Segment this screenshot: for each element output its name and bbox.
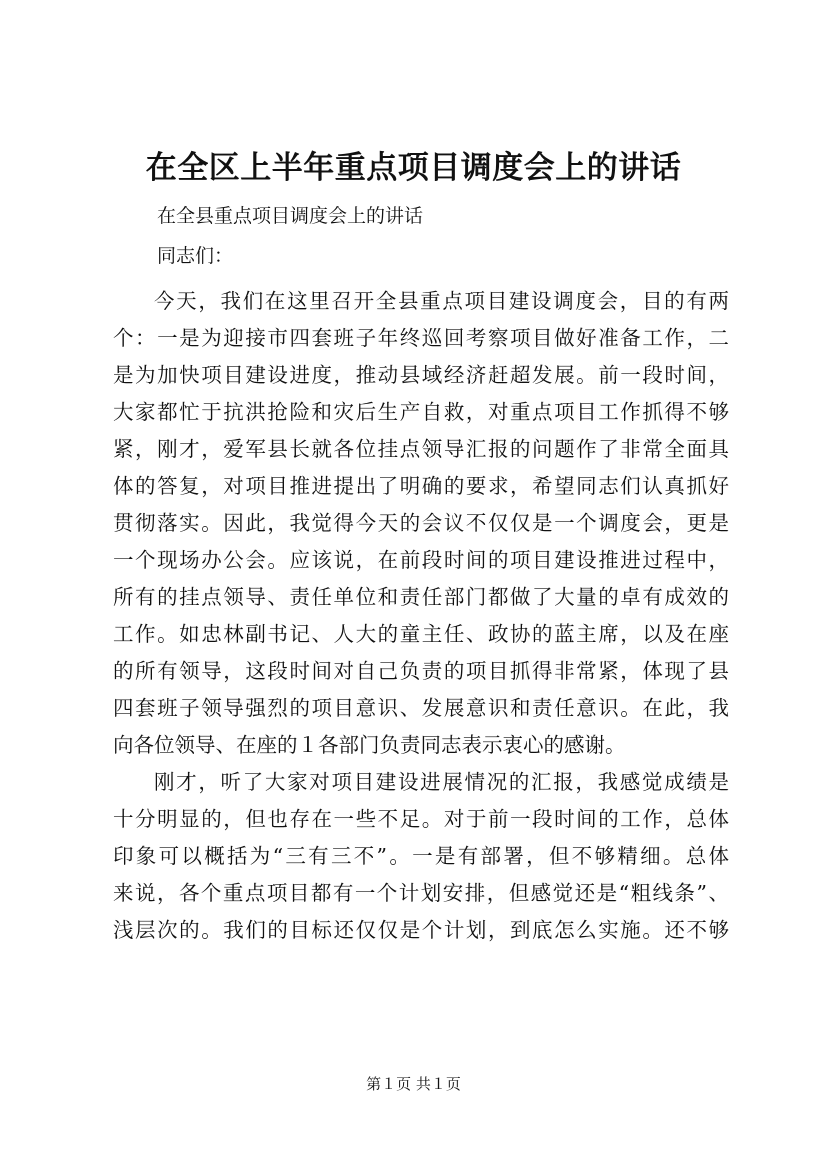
paragraph-line: 紧，刚才，爱军县长就各位挂点领导汇报的问题作了非常全面具 xyxy=(113,437,729,461)
paragraph-line: 浅层次的。我们的目标还仅仅是个计划，到底怎么实施。还不够 xyxy=(113,918,729,942)
paragraph-line: 向各位领导、在座的１各部门负责同志表示衷心的感谢。 xyxy=(113,733,626,757)
paragraph-line: 的所有领导，这段时间对自己负责的项目抓得非常紧，体现了县 xyxy=(113,659,729,683)
paragraph-line: 印象可以概括为“三有三不”。一是有部署，但不够精细。总体 xyxy=(113,844,729,868)
paragraph-line: 是为加快项目建设进度，推动县域经济赶超发展。前一段时间， xyxy=(113,363,729,387)
paragraph-line: 刚才，听了大家对项目建设进展情况的汇报，我感觉成绩是 xyxy=(154,770,729,794)
paragraph-line: 体的答复，对项目推进提出了明确的要求，希望同志们认真抓好 xyxy=(113,474,729,498)
document-subtitle: 在全县重点项目调度会上的讲话 xyxy=(157,205,424,227)
paragraph-line: 所有的挂点领导、责任单位和责任部门都做了大量的卓有成效的 xyxy=(113,585,729,609)
paragraph-line: 大家都忙于抗洪抢险和灾后生产自救，对重点项目工作抓得不够 xyxy=(113,400,729,424)
paragraph-line: 个：一是为迎接市四套班子年终巡回考察项目做好准备工作，二 xyxy=(113,326,729,350)
paragraph-line: 贯彻落实。因此，我觉得今天的会议不仅仅是一个调度会，更是 xyxy=(113,511,729,535)
page-number-footer: 第１页 共１页 xyxy=(366,1075,461,1093)
paragraph-line: 一个现场办公会。应该说，在前段时间的项目建设推进过程中， xyxy=(113,548,729,572)
paragraph-line: 十分明显的，但也存在一些不足。对于前一段时间的工作，总体 xyxy=(113,807,729,831)
paragraph-line: 今天，我们在这里召开全县重点项目建设调度会，目的有两 xyxy=(154,289,729,313)
paragraph-line: 四套班子领导强烈的项目意识、发展意识和责任意识。在此，我 xyxy=(113,696,729,720)
body-text xyxy=(113,283,729,949)
salutation: 同志们： xyxy=(157,245,234,267)
paragraph-line: 来说，各个重点项目都有一个计划安排，但感觉还是“粗线条”、 xyxy=(113,881,729,905)
paragraph-line: 工作。如忠林副书记、人大的童主任、政协的蓝主席，以及在座 xyxy=(113,622,729,646)
document-title: 在全区上半年重点项目调度会上的讲话 xyxy=(145,150,682,186)
